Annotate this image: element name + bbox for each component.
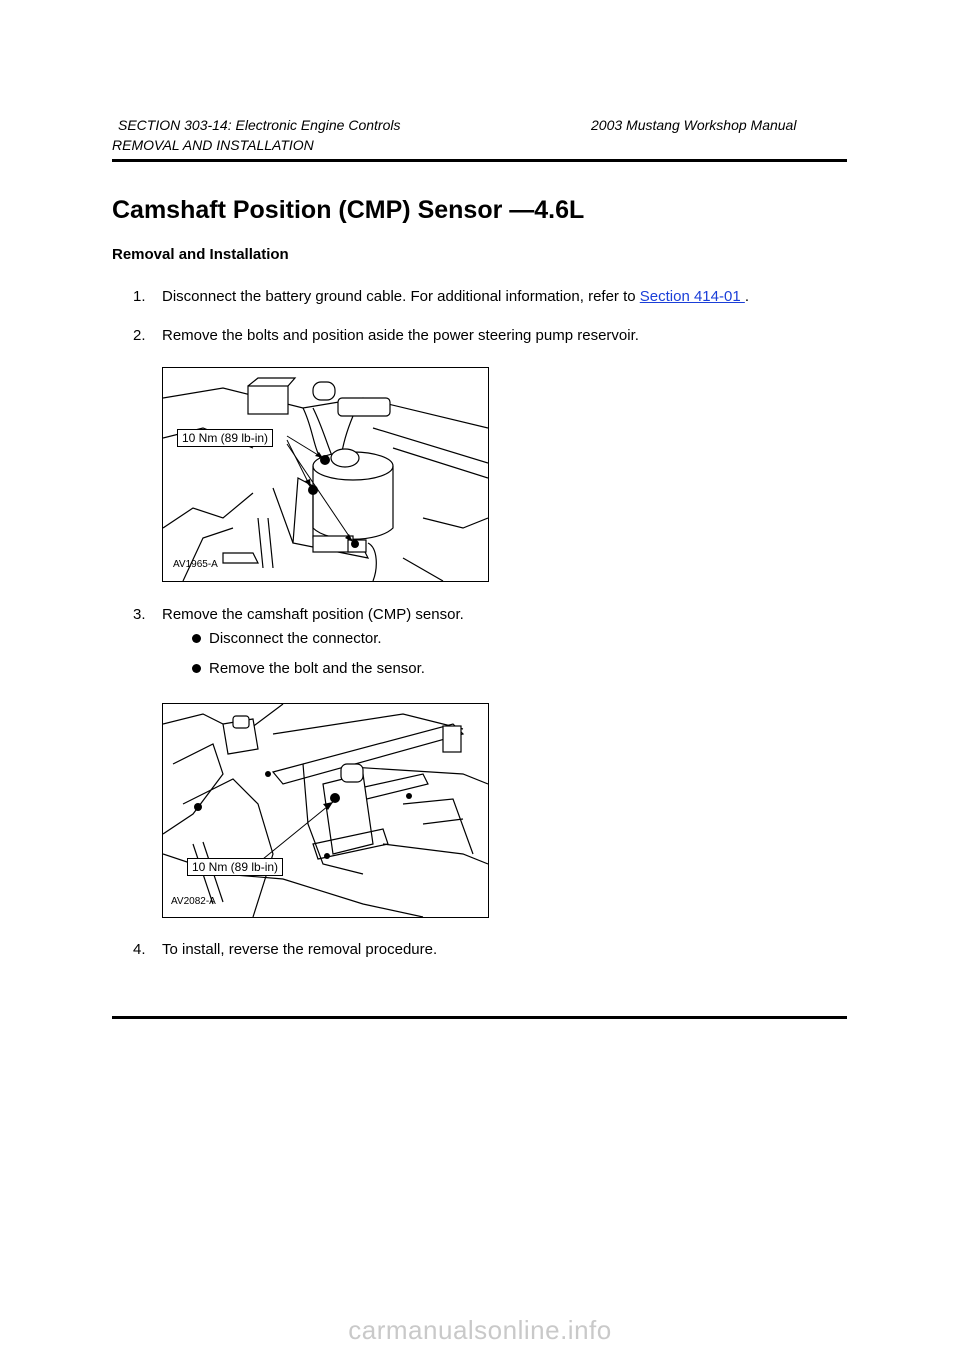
- header-section: SECTION 303-14: Electronic Engine Controls: [118, 117, 401, 133]
- bullet-text: Disconnect the connector.: [209, 630, 382, 647]
- header-subsection: REMOVAL AND INSTALLATION: [112, 137, 314, 153]
- torque-callout: 10 Nm (89 lb-in): [177, 429, 273, 447]
- bullet-dot-icon: [192, 634, 201, 643]
- header-manual-title: 2003 Mustang Workshop Manual: [591, 117, 797, 133]
- section-subtitle: Removal and Installation: [112, 246, 289, 263]
- bullet-item: [192, 660, 592, 680]
- bullet-dot-icon: [192, 664, 201, 673]
- step-number: 3.: [133, 606, 146, 623]
- bullet-text: Remove the bolt and the sensor.: [209, 660, 425, 677]
- bullet-item: [192, 630, 592, 650]
- figure-reservoir-illustration: [162, 367, 489, 582]
- footer-rule: [112, 1016, 847, 1019]
- step-text: To install, reverse the removal procedure.: [162, 941, 438, 958]
- watermark: carmanualsonline.info: [348, 1315, 612, 1345]
- torque-callout: 10 Nm (89 lb-in): [187, 858, 283, 876]
- header-rule: [112, 159, 847, 162]
- sensor-drawing: [163, 704, 488, 917]
- step-text-end: .: [744, 288, 750, 305]
- step-text: Remove the camshaft position (CMP) sensor.: [162, 606, 464, 623]
- step-text: Remove the bolts and position aside the power steering pump reservoir.: [162, 327, 639, 344]
- step-number: 4.: [133, 941, 146, 958]
- step-2: [133, 327, 833, 347]
- section-414-01-link[interactable]: Section 414-01: [639, 288, 745, 305]
- figure-cmp-sensor-illustration: [162, 703, 489, 918]
- step-4: [133, 941, 833, 961]
- reservoir-drawing: [163, 368, 488, 581]
- step-number: 2.: [133, 327, 146, 344]
- step-3: [133, 606, 833, 626]
- figure-id: AV2082-A: [171, 896, 216, 907]
- figure-id: AV1965-A: [173, 559, 218, 570]
- step-text: Disconnect the battery ground cable. For additional information, refer to: [162, 288, 640, 305]
- step-number: 1.: [133, 288, 146, 305]
- step-1: [133, 288, 833, 308]
- page-title: Camshaft Position (CMP) Sensor —4.6L: [112, 196, 585, 224]
